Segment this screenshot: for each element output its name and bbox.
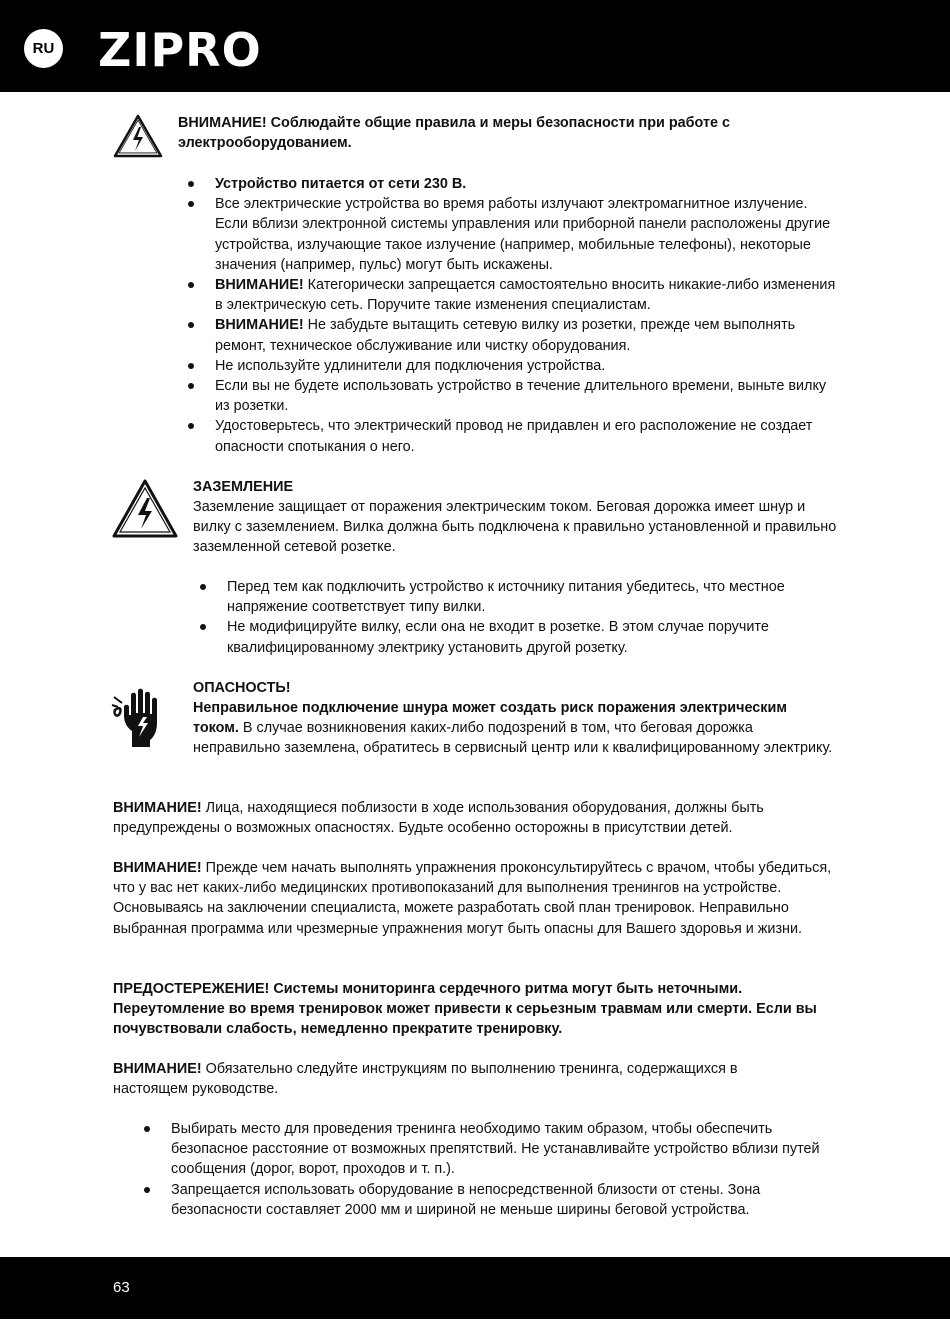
list-item: Перед тем как подключить устройство к источнику питания убедитесь, что местное напряжение соответствует типу вилки. [227, 577, 837, 617]
list-item: Если вы не будете использовать устройство в течение длительного времени, выньте вилку из розетки. [215, 376, 837, 416]
list-item: ВНИМАНИЕ! Не забудьте вытащить сетевую вилку из розетки, прежде чем выполнять ремонт, техническое обслуживание или чистку оборудования. [215, 315, 837, 355]
danger-title: ОПАСНОСТЬ! [193, 680, 291, 696]
list-item: Все электрические устройства во время работы излучают электромагнитное излучение. Если вблизи электронной системы управления или приборной панели расположены другие устройства, излучающие такое излучение (например, мобильные телефоны), некоторые значения (например, пульс) могут быть искажены. [215, 194, 837, 275]
grounding-title: ЗАЗЕМЛЕНИЕ [193, 479, 294, 495]
list-item: Выбирать место для проведения тренинга необходимо таким образом, чтобы обеспечить безопасное расстояние от возможных препятствий. Не устанавливайте устройство вблизи путей сообщения (дорог, ворот, проходов и т. п.). [171, 1119, 833, 1180]
warning-bystanders: ВНИМАНИЕ! Лица, находящиеся поблизости в ходе использования оборудования, должны быть предупреждены о возможных опасностях. Будьте особенно осторожны в присутствии детей. [113, 800, 764, 837]
danger-body: Неправильное подключение шнура может создать риск поражения электрическим током. В случае возникновения каких-либо подозрений в том, что беговая дорожка неправильно заземлена, обратитесь в сервисный центр или к квалифицированному электрику. [193, 700, 833, 757]
list-item: Не модифицируйте вилку, если она не входит в розетке. В этом случае поручите квалифицированному электрику установить другой розетку. [227, 617, 837, 657]
electrical-warning-list [215, 174, 837, 457]
grounding-body: Заземление защищает от поражения электрическим током. Беговая дорожка имеет шнур и вилку с заземлением. Вилка должна быть подключена к правильно установленной и правильно заземленной сетевой розетке. [193, 499, 837, 556]
language-badge: RU [24, 29, 63, 68]
electric-warning-icon [112, 113, 164, 159]
list-item: Устройство питается от сети 230 В. [215, 174, 837, 194]
list-item: Запрещается использовать оборудование в непосредственной близости от стены. Зона безопасности составляет 2000 мм и шириной не меньше ширины беговой устройства. [171, 1180, 833, 1220]
page-header [0, 0, 950, 92]
placement-list [171, 1119, 833, 1220]
list-item: Удостоверьтесь, что электрический провод не придавлен и его расположение не создает опасности спотыкания о него. [215, 416, 837, 456]
electric-warning-icon [111, 478, 179, 540]
brand-logo: ZIPRO [98, 23, 262, 77]
electric-shock-hand-icon [110, 685, 162, 749]
list-item: Не используйте удлинители для подключения устройства. [215, 356, 837, 376]
grounding-list [227, 577, 837, 658]
electrical-warning-title: ВНИМАНИЕ! Соблюдайте общие правила и меры безопасности при работе с электрооборудованием. [178, 115, 731, 152]
warning-doctor: ВНИМАНИЕ! Прежде чем начать выполнять упражнения проконсультируйтесь с врачом, чтобы убедиться, что у вас нет каких-либо медицинских противопоказаний для выполнения тренингов на устройстве. Основываясь на заключении специалиста, можете разработать свой план тренировок. Неправильно выбранная программа или чрезмерные упражнения могут быть опасны для Вашего здоровья и жизни. [113, 860, 832, 937]
caution-heart-rate: ПРЕДОСТЕРЕЖЕНИЕ! Системы мониторинга сердечного ритма могут быть неточными. Переутомление во время тренировок может привести к серьезным травмам или смерти. Если вы почувствовали слабость, немедленно прекратите тренировку. [113, 981, 817, 1038]
warning-instructions: ВНИМАНИЕ! Обязательно следуйте инструкциям по выполнению тренинга, содержащихся в настоящем руководстве. [113, 1061, 738, 1098]
page-footer [0, 1257, 950, 1319]
list-item: ВНИМАНИЕ! Категорически запрещается самостоятельно вносить никакие-либо изменения в электрическую сеть. Поручите такие изменения специалистам. [215, 275, 837, 315]
page-number: 63 [113, 1279, 130, 1296]
